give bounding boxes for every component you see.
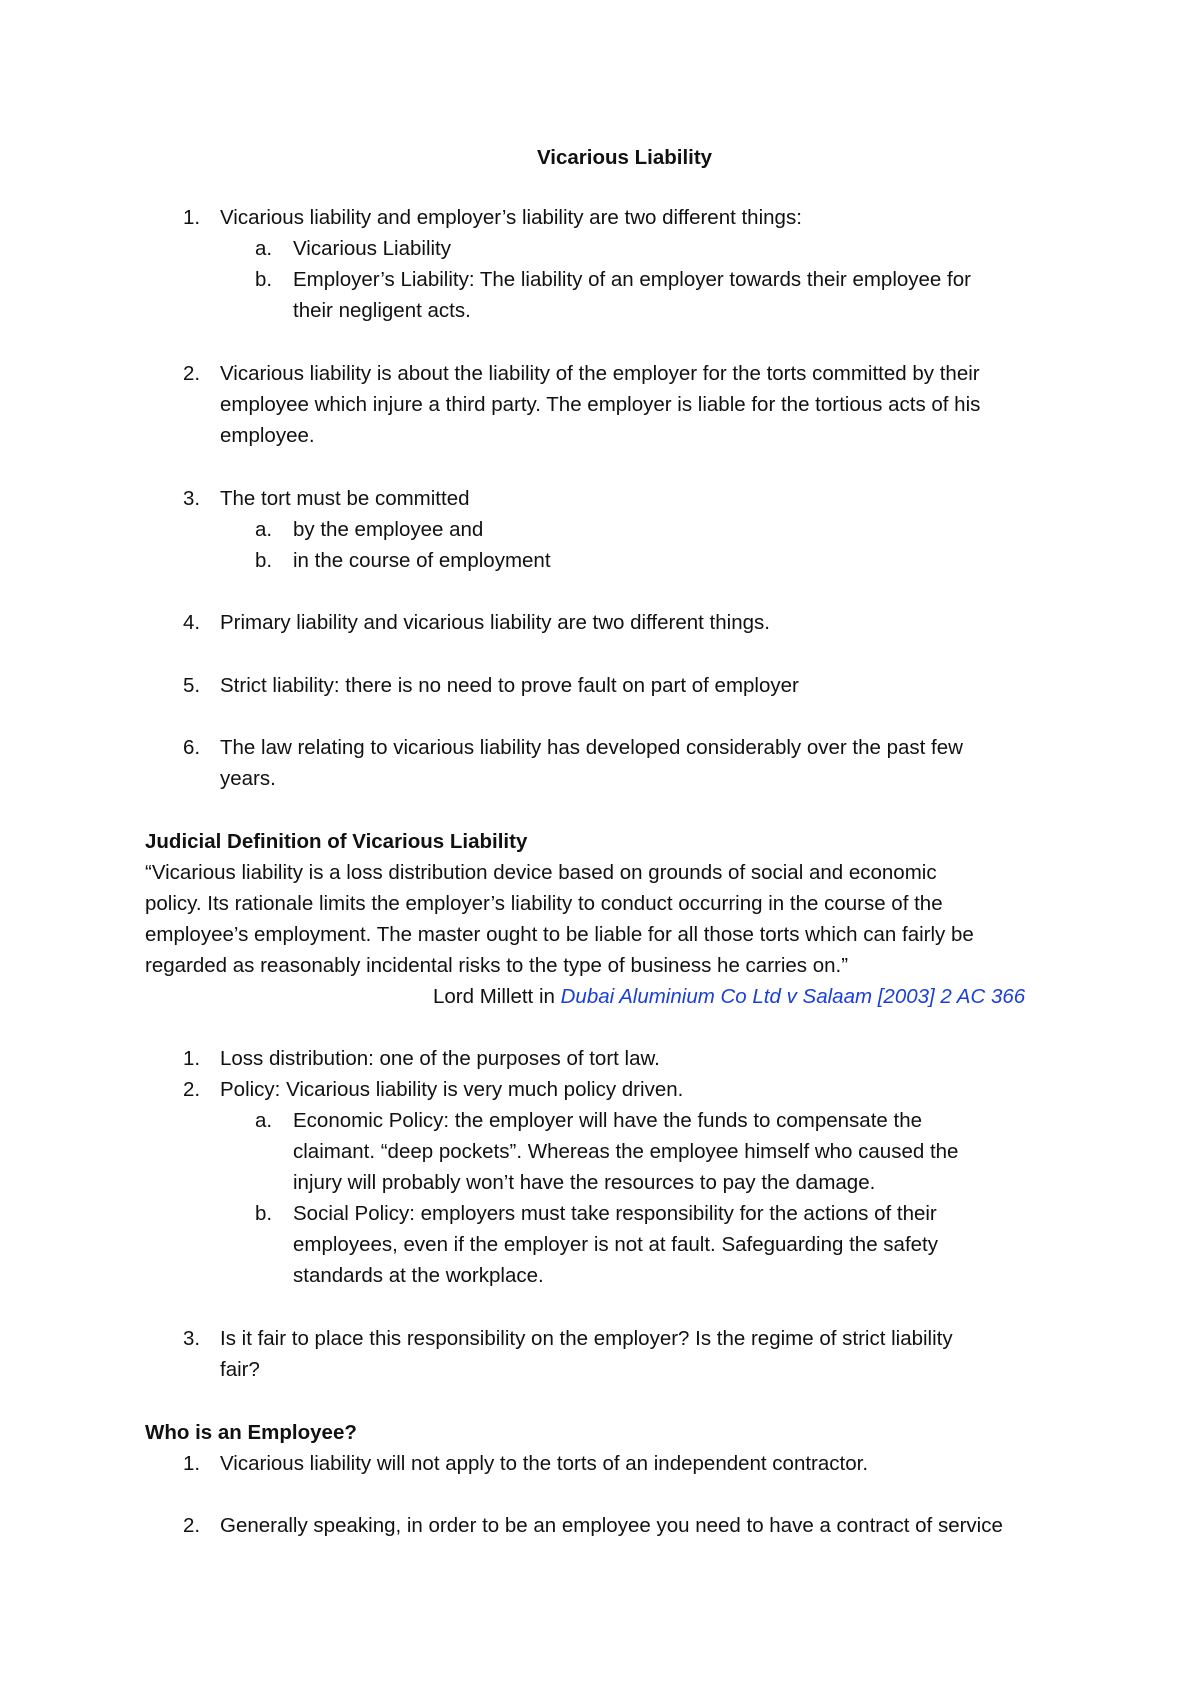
- list-text: Is it fair to place this responsibility on the employer? Is the regime of strict liability: [220, 1327, 953, 1350]
- quote-line: policy. Its rationale limits the employer’s liability to conduct occurring in the course of the: [145, 892, 943, 915]
- list-text: employee.: [220, 424, 315, 447]
- quote-line: “Vicarious liability is a loss distribution device based on grounds of social and economic: [145, 861, 937, 884]
- employee-heading: Who is an Employee?: [145, 1421, 357, 1444]
- sub-list-text: Employer’s Liability: The liability of an employer towards their employee for: [293, 268, 971, 291]
- quote-attribution: [433, 982, 1025, 1012]
- case-citation-link[interactable]: Dubai Aluminium Co Ltd v Salaam [2003] 2 AC 366: [560, 985, 1026, 1008]
- list-number: 1.: [183, 206, 201, 229]
- sub-list-text: Social Policy: employers must take responsibility for the actions of their: [293, 1202, 937, 1225]
- sub-list-text: Economic Policy: the employer will have the funds to compensate the: [293, 1109, 922, 1132]
- sub-list-letter: a.: [255, 237, 273, 260]
- sub-list-letter: b.: [255, 549, 273, 572]
- list-number: 3.: [183, 1327, 201, 1350]
- list-text: Vicarious liability will not apply to the torts of an independent contractor.: [220, 1452, 869, 1475]
- list-number: 2.: [183, 362, 201, 385]
- attribution-prefix: Lord Millett in: [433, 985, 561, 1008]
- sub-list-text: injury will probably won’t have the resources to pay the damage.: [293, 1171, 876, 1194]
- list-number: 2.: [183, 1078, 201, 1101]
- list-text: Strict liability: there is no need to prove fault on part of employer: [220, 674, 799, 697]
- quote-line: employee’s employment. The master ought to be liable for all those torts which can fairly be: [145, 923, 974, 946]
- list-number: 1.: [183, 1452, 201, 1475]
- quote-line: regarded as reasonably incidental risks to the type of business he carries on.”: [145, 954, 849, 977]
- list-number: 1.: [183, 1047, 201, 1070]
- sub-list-text: in the course of employment: [293, 549, 551, 572]
- sub-list-text: standards at the workplace.: [293, 1264, 544, 1287]
- judicial-definition-heading: Judicial Definition of Vicarious Liability: [145, 830, 528, 853]
- list-text: employee which injure a third party. The employer is liable for the tortious acts of his: [220, 393, 981, 416]
- sub-list-text: claimant. “deep pockets”. Whereas the employee himself who caused the: [293, 1140, 959, 1163]
- list-text: Loss distribution: one of the purposes of tort law.: [220, 1047, 660, 1070]
- list-number: 6.: [183, 736, 201, 759]
- list-text: Policy: Vicarious liability is very much policy driven.: [220, 1078, 684, 1101]
- list-number: 5.: [183, 674, 201, 697]
- list-text: The tort must be committed: [220, 487, 470, 510]
- sub-list-text: Vicarious Liability: [293, 237, 452, 260]
- sub-list-letter: b.: [255, 1202, 273, 1225]
- sub-list-text: their negligent acts.: [293, 299, 471, 322]
- sub-list-letter: a.: [255, 1109, 273, 1132]
- list-number: 4.: [183, 611, 201, 634]
- list-text: Vicarious liability is about the liability of the employer for the torts committed by their: [220, 362, 980, 385]
- sub-list-letter: b.: [255, 268, 273, 291]
- list-number: 3.: [183, 487, 201, 510]
- list-text: Vicarious liability and employer’s liability are two different things:: [220, 206, 802, 229]
- list-text: Primary liability and vicarious liability are two different things.: [220, 611, 770, 634]
- list-text: years.: [220, 767, 276, 790]
- sub-list-text: by the employee and: [293, 518, 484, 541]
- page-title: Vicarious Liability: [537, 146, 713, 169]
- list-text: fair?: [220, 1358, 260, 1381]
- list-text: The law relating to vicarious liability has developed considerably over the past few: [220, 736, 963, 759]
- sub-list-letter: a.: [255, 518, 273, 541]
- list-number: 2.: [183, 1514, 201, 1537]
- list-text: Generally speaking, in order to be an employee you need to have a contract of service: [220, 1514, 1003, 1537]
- sub-list-text: employees, even if the employer is not at fault. Safeguarding the safety: [293, 1233, 938, 1256]
